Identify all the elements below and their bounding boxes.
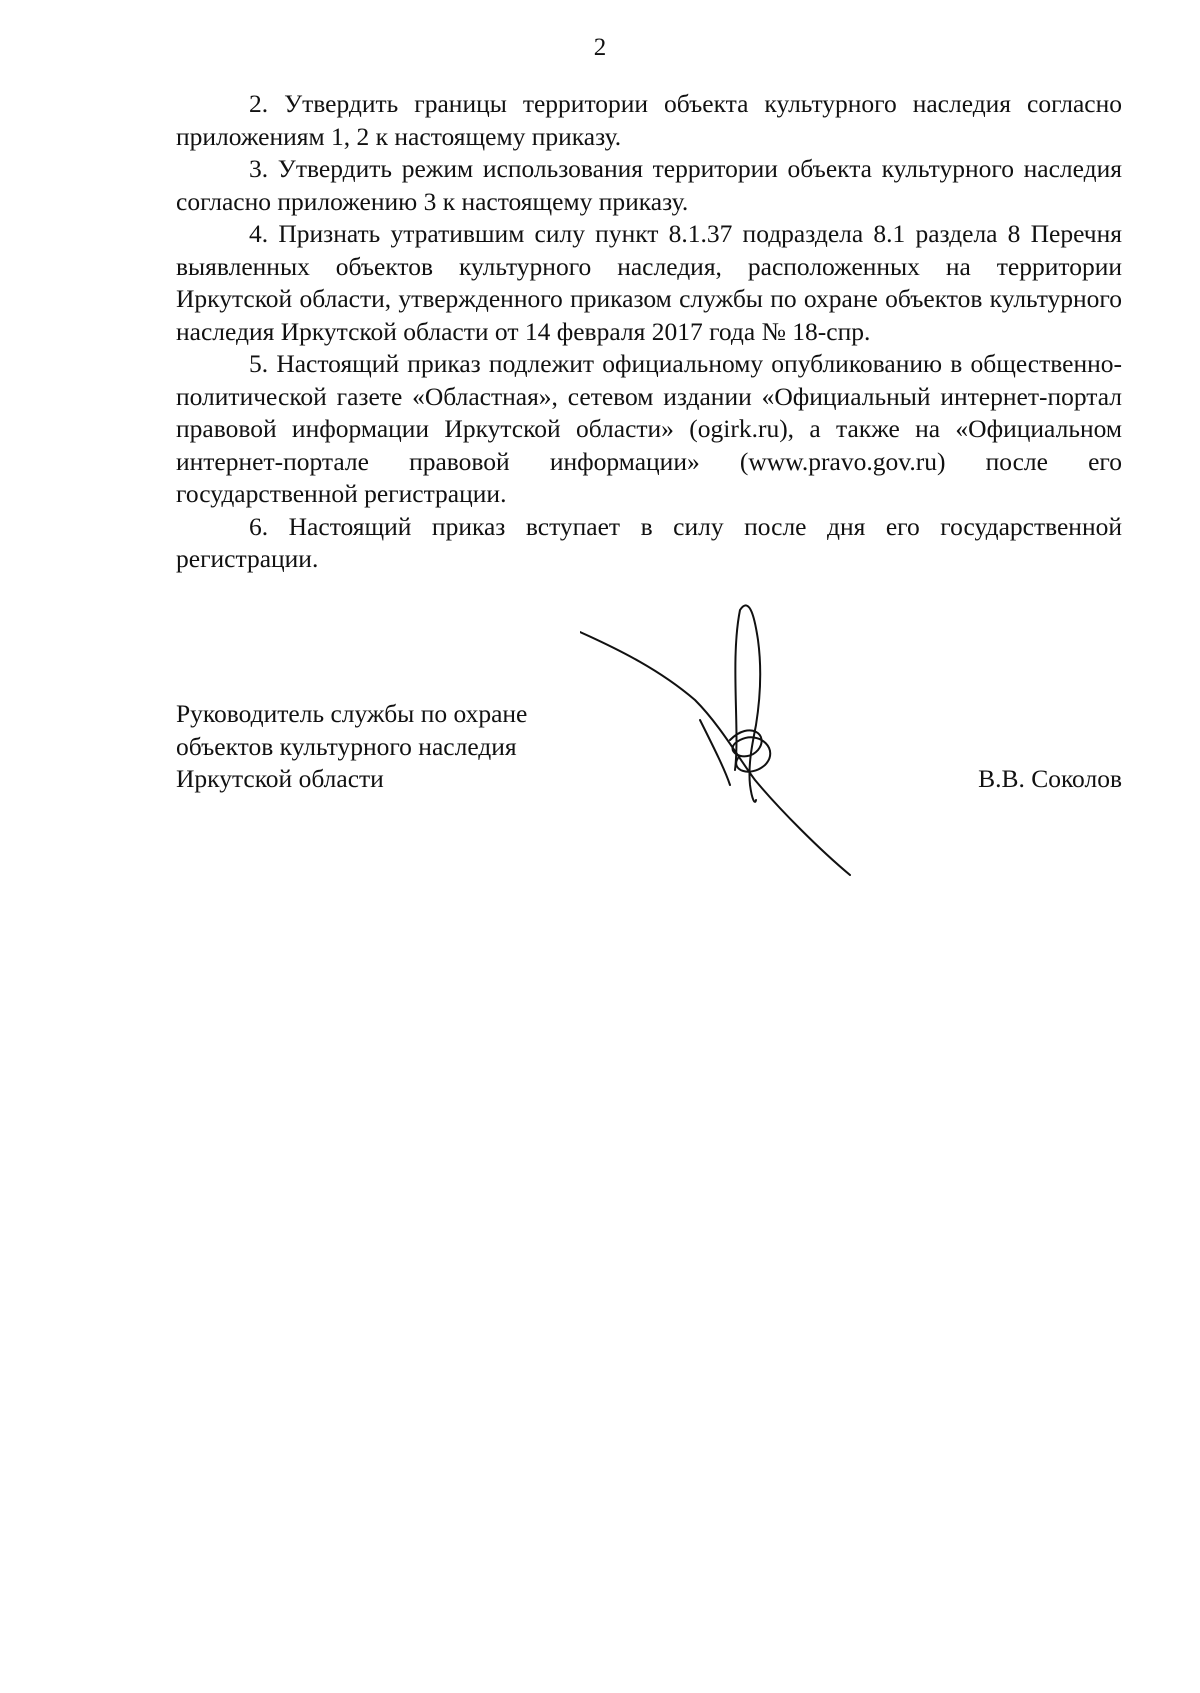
document-body: [176, 88, 1122, 576]
signatory-position-line: Иркутской области: [176, 764, 384, 793]
paragraph-5: 5. Настоящий приказ подлежит официальному опубликованию в общественно-политической газете «Областная», сетевом издании «Официальный интернет-портал правовой информации Иркутской области» (ogirk.ru), а также на «Официальном интернет-портале правовой информации» (www.pravo.gov.ru) после его государственной регистрации.: [176, 349, 1122, 508]
paragraph-3: 3. Утвердить режим использования территории объекта культурного наследия согласно приложению 3 к настоящему приказу.: [176, 154, 1122, 216]
signatory-name: В.В. Соколов: [978, 764, 1122, 793]
signature-stroke: [700, 720, 730, 785]
page-number: 2: [593, 34, 607, 61]
signature-stroke: [580, 632, 850, 875]
signatory-position-line: объектов культурного наследия: [176, 731, 517, 761]
paragraph-4: 4. Признать утратившим силу пункт 8.1.37 подраздела 8.1 раздела 8 Перечня выявленных объектов культурного наследия, расположенных на территории Иркутской области, утвержденного приказом службы по охране объектов культурного наследия Иркутской области от 14 февраля 2017 года № 18-спр.: [176, 219, 1122, 346]
paragraph-2: 2. Утвердить границы территории объекта культурного наследия согласно приложениям 1, 2 к настоящему приказу.: [176, 89, 1122, 151]
handwritten-signature: [580, 600, 910, 890]
paragraph-6: 6. Настоящий приказ вступает в силу после дня его государственной регистрации.: [176, 511, 1122, 573]
signatory-position-line: Руководитель службы по охране: [176, 699, 528, 728]
signatory-position: [176, 698, 527, 796]
